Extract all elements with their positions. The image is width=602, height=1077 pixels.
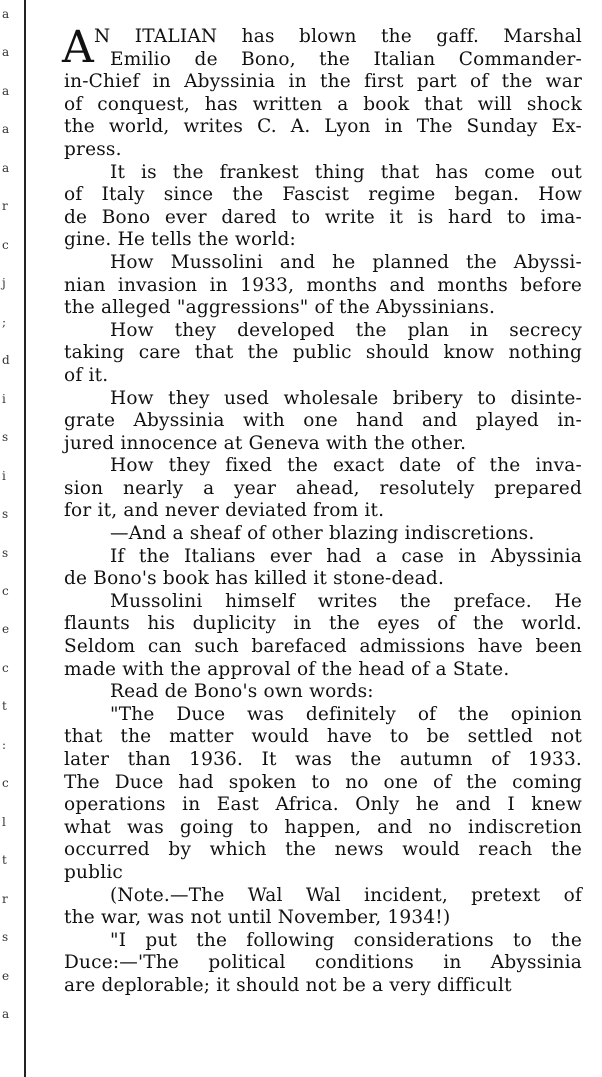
margin-fragment: a — [2, 161, 10, 175]
text-line: are deplorable; it should not be a very difficult — [64, 974, 512, 996]
text-line: de Bono ever dared to write it is hard to ima- — [64, 206, 582, 228]
text-line: grate Abyssinia with one hand and played in- — [64, 410, 582, 432]
text-line: (Note.—The Wal Wal incident, pretext of — [110, 884, 582, 906]
text-line: taking care that the public should know nothing — [64, 342, 582, 364]
margin-fragment: j — [2, 276, 6, 290]
article-body — [62, 22, 582, 998]
text-line: How they used wholesale bribery to disinte- — [110, 387, 582, 409]
text-line: the war, was not until November, 1934!) — [64, 907, 451, 929]
text-line: How they fixed the exact date of the inva- — [110, 455, 582, 477]
text-line: made with the approval of the head of a State. — [64, 658, 510, 680]
paragraph — [64, 162, 582, 252]
text-line: "I put the following considerations to the — [110, 929, 582, 951]
text-line: what was going to happen, and no indiscretion — [64, 816, 582, 838]
text-line: N ITALIAN has blown the gaff. Marshal — [94, 26, 582, 47]
adjacent-column-fragments — [0, 0, 22, 1077]
text-line: Mussolini himself writes the preface. He — [110, 590, 582, 612]
margin-fragment: i — [2, 392, 6, 406]
lead-paragraph — [62, 22, 582, 162]
text-line: Read de Bono's own words: — [110, 681, 374, 703]
text-line: of it. — [64, 364, 109, 386]
text-line: of conquest, has written a book that will shock — [64, 93, 582, 115]
text-line: the world, writes C. A. Lyon in The Sunday Ex- — [64, 116, 582, 138]
margin-fragment: c — [2, 584, 9, 598]
text-line: of Italy since the Fascist regime began. How — [64, 184, 582, 206]
text-line: in-Chief in Abyssinia in the first part of the war — [64, 71, 582, 93]
margin-fragment: c — [2, 661, 9, 675]
margin-fragment: d — [2, 353, 10, 367]
margin-fragment: a — [2, 45, 10, 59]
margin-fragment: s — [2, 507, 9, 521]
margin-fragment: t — [2, 853, 7, 867]
text-line: Emilio de Bono, the Italian Commander- — [110, 48, 582, 70]
text-line: de Bono's book has killed it stone-dead. — [64, 568, 445, 590]
paragraph — [64, 885, 582, 930]
margin-fragment: s — [2, 930, 9, 944]
text-line: operations in East Africa. Only he and I knew — [64, 794, 582, 816]
paragraph — [64, 704, 582, 885]
margin-fragment: e — [2, 969, 10, 983]
paragraph — [64, 252, 582, 320]
text-line: How they developed the plan in secrecy — [110, 319, 582, 341]
paragraph — [64, 681, 582, 704]
margin-fragment: a — [2, 7, 10, 21]
text-line: public — [64, 861, 123, 883]
text-line: jured innocence at Geneva with the other. — [64, 432, 467, 454]
paragraph — [64, 320, 582, 388]
margin-fragment: l — [2, 815, 6, 829]
paragraph — [64, 591, 582, 681]
margin-fragment: r — [2, 892, 8, 906]
margin-fragment: s — [2, 430, 9, 444]
text-line: "The Duce was definitely of the opinion — [110, 703, 582, 725]
text-line: later than 1936. It was the autumn of 1933. — [64, 749, 582, 770]
text-line: the alleged "aggressions" of the Abyssinians. — [64, 297, 496, 319]
text-line: —And a sheaf of other blazing indiscretions. — [110, 523, 535, 545]
paragraph — [64, 523, 582, 546]
text-line: Duce:—'The political conditions in Abyssinia — [64, 952, 582, 974]
drop-cap: A — [62, 22, 94, 73]
text-line: sion nearly a year ahead, resolutely prepared — [64, 477, 582, 499]
remaining-paragraphs — [64, 162, 582, 998]
text-line: press. — [64, 138, 122, 160]
paragraph — [64, 388, 582, 456]
text-line: If the Italians ever had a case in Abyssinia — [110, 545, 582, 567]
text-line: Seldom can such barefaced admissions have been — [64, 636, 582, 658]
text-line: gine. He tells the world: — [64, 229, 296, 251]
margin-fragment: a — [2, 84, 10, 98]
text-line: nian invasion in 1933, months and months before — [64, 274, 582, 296]
text-line: It is the frankest thing that has come out — [110, 161, 582, 183]
margin-fragment: e — [2, 622, 10, 636]
margin-fragment: ; — [2, 315, 7, 329]
text-line: flaunts his duplicity in the eyes of the world. — [64, 613, 582, 635]
margin-fragment: s — [2, 546, 9, 560]
margin-fragment: t — [2, 699, 7, 713]
text-line: The Duce had spoken to no one of the coming — [64, 771, 582, 793]
text-line: for it, and never deviated from it. — [64, 500, 385, 522]
margin-fragment: : — [2, 738, 7, 752]
margin-fragment: r — [2, 199, 8, 213]
margin-fragment: i — [2, 469, 6, 483]
paragraph — [64, 455, 582, 523]
margin-fragment: c — [2, 238, 9, 252]
paragraph — [64, 546, 582, 591]
margin-fragment: a — [2, 122, 10, 136]
column-rule — [24, 0, 26, 1077]
paragraph — [62, 22, 582, 162]
margin-fragment: a — [2, 1007, 10, 1021]
text-line: occurred by which the news would reach the — [64, 839, 582, 861]
paragraph — [64, 930, 582, 998]
text-line: How Mussolini and he planned the Abyssi- — [110, 251, 582, 273]
margin-fragment: c — [2, 776, 9, 790]
text-line: that the matter would have to be settled not — [64, 726, 582, 748]
